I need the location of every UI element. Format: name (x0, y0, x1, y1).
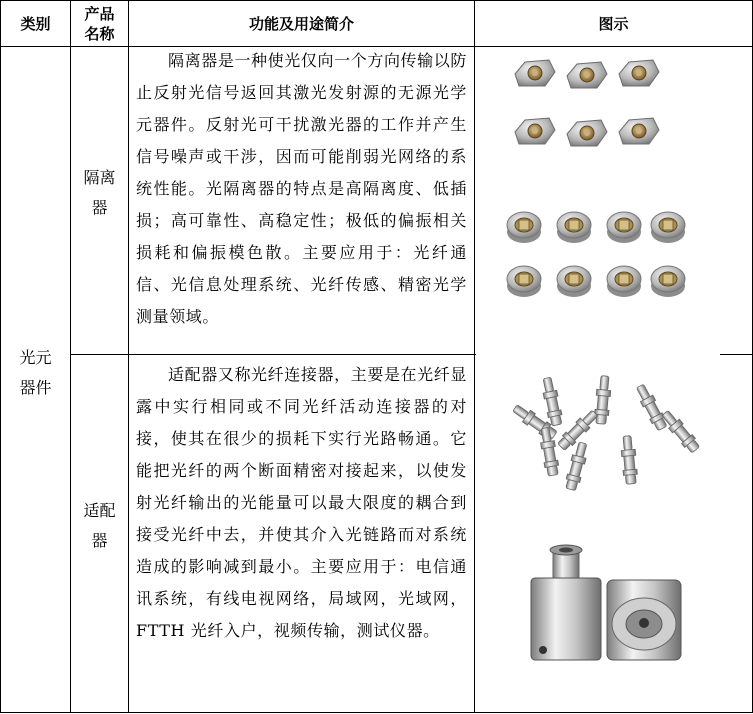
header-product-name-line1: 产品 (84, 4, 115, 23)
column-divider-1 (70, 0, 71, 713)
product-name-adapter (71, 496, 128, 556)
category-line2: 器件 (19, 378, 52, 397)
row-divider (70, 354, 476, 355)
category-cell (1, 343, 70, 403)
product-name-adapter-line2: 器 (91, 531, 108, 550)
header-function-label: 功能及用途简介 (248, 14, 354, 33)
header-product-name (71, 1, 128, 46)
product-name-isolator (71, 163, 128, 223)
header-function (129, 1, 474, 46)
description-isolator-text: 隔离器是一种使光仅向一个方向传输以防止反射光信号返回其激光发射源的无源光学元器件。反射光可干扰激光器的工作并产生信号噪声或干涉，因而可能削弱光网络的系统性能。光隔离器的特点是高隔离度、低插损；高可靠性、高稳定性；极低的偏振相关损耗和偏振模色散。主要应用于：光纤通信、光信息处理系统、光纤传感、精密光学测量领域。 (136, 51, 467, 326)
product-name-isolator-line1: 隔离 (83, 168, 116, 187)
header-category (1, 1, 70, 46)
description-isolator (136, 45, 467, 333)
product-name-isolator-line2: 器 (91, 198, 108, 217)
adapter-photo (495, 368, 745, 668)
header-category-label: 类别 (20, 14, 51, 33)
header-illustration-label: 图示 (598, 14, 629, 33)
table-border-bottom (0, 712, 753, 713)
header-product-name-line2: 名称 (84, 24, 115, 43)
isolator-photo (485, 50, 745, 350)
header-illustration (475, 1, 752, 46)
column-divider-2 (128, 0, 129, 713)
category-line1: 光元 (19, 348, 52, 367)
row-divider-right (720, 354, 753, 355)
column-divider-3 (474, 0, 475, 713)
description-adapter (136, 359, 467, 647)
description-adapter-text: 适配器又称光纤连接器，主要是在光纤显露中实行相同或不同光纤活动连接器的对接，使其在很少的损耗下实行光路畅通。它能把光纤的两个断面精密对接起来，以使发射光纤输出的光能量可以最大限度的耦合到接受光纤中去，并使其介入光链路而对系统造成的影响减到最小。主要应用于：电信通讯系统，有线电视网络，局域网，光域网，FTTH 光纤入户，视频传输，测试仪器。 (136, 365, 467, 640)
product-name-adapter-line1: 适配 (83, 501, 116, 520)
